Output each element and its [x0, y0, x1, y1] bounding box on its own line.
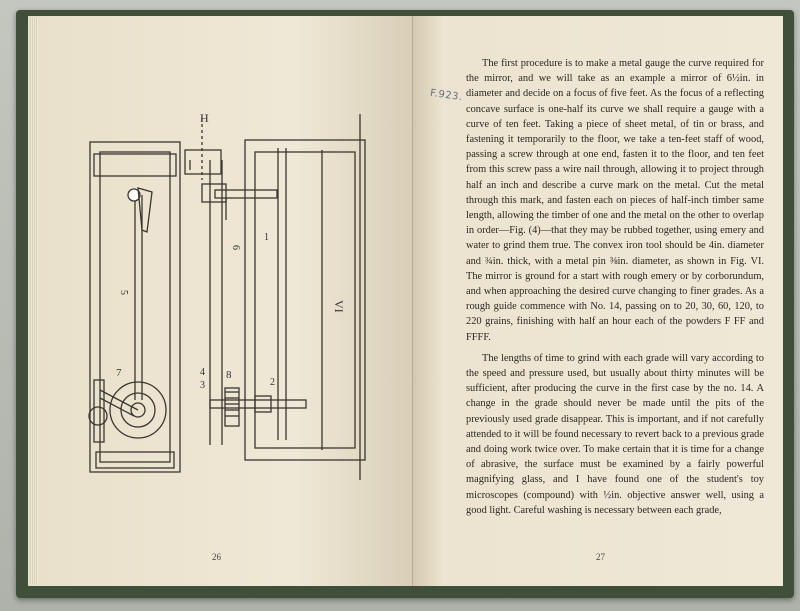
paragraph-1: The first procedure is to make a metal gauge the curve required for the mirror, and we will take as an example a mirror of 6½in. in diameter and decide on a focus of five feet. As the focus of a reflecting concave surface is one-half its curve we shall require a gauge with a curve of ten feet. Taking a piece of sheet metal, of tin or brass, and fastening it temporarily to the floor, we take a ten-feet staff of wood, passing a screw through at one end, fasten it to the floor, and ten feet from this screw pass a wire nail through, allowing it to project through half an inch and describe a curve mark on the metal. Cut the metal through this mark, and fasten each on pieces of half-inch timber same length, allowing the timber of one and the metal on the other to overlap in order—Fig. (4)—that they may be rubbed together, using emery and water to grind them true. The convex iron tool should be 4in. diameter and ¾in. thick, with a metal pin ⅜in. diameter, as shown in Fig. VI. The mirror is ground for a start with rough emery or by corborundum, and when approaching the desired curve changing to finer grades. As a rough guide commence with No. 14, passing on to 20, 30, 60, 120, to 220 grains, finishing with half an hour each of the powders F FF and FFFF. [466, 58, 764, 343]
label-5: 5 [118, 290, 129, 295]
label-fig-vi: VI [332, 300, 346, 313]
grinding-machine-diagram [50, 100, 370, 520]
left-page-number: 26 [212, 552, 221, 562]
lower-bearing [255, 396, 271, 412]
label-3: 3 [200, 380, 205, 391]
left-frame-bottom-rail [96, 452, 174, 468]
paragraph-2: The lengths of time to grind with each grade will vary according to the speed and pressure used, but usually about thirty minutes will be sufficient, after producing the curve in the first case by the no. 14. A change in the grade should never be made until the pits of the previously used grade disappear. This is important, and if not carefully attended to it will be found necessary to revert back to a previous grade and doing work twice over. To make certain that it is time for a change of abrasive, the surface must be examined by a fairly powerful magnifying glass, and I have found one of the student's toy microscopes (compound) with ½in. objective answer well, using a good light. Careful washing is necessary between each grade, [466, 352, 764, 516]
upper-spindle [215, 190, 277, 198]
flywheel-arm-2 [100, 398, 134, 416]
label-4: 4 [200, 367, 205, 378]
label-7: 7 [116, 367, 122, 379]
body-text [466, 56, 764, 518]
page-edges [30, 18, 38, 584]
flywheel-bracket [94, 380, 104, 442]
label-6: 6 [230, 245, 241, 250]
right-page-number: 27 [596, 552, 605, 562]
flywheel-arm [100, 390, 138, 410]
gear-block [225, 388, 239, 426]
label-1: 1 [264, 232, 269, 243]
pencil-margin-note: F.923. [429, 87, 464, 104]
label-2: 2 [270, 377, 275, 388]
left-frame-top-rail [94, 154, 176, 176]
label-h: H [200, 111, 209, 125]
label-8: 8 [226, 369, 232, 381]
